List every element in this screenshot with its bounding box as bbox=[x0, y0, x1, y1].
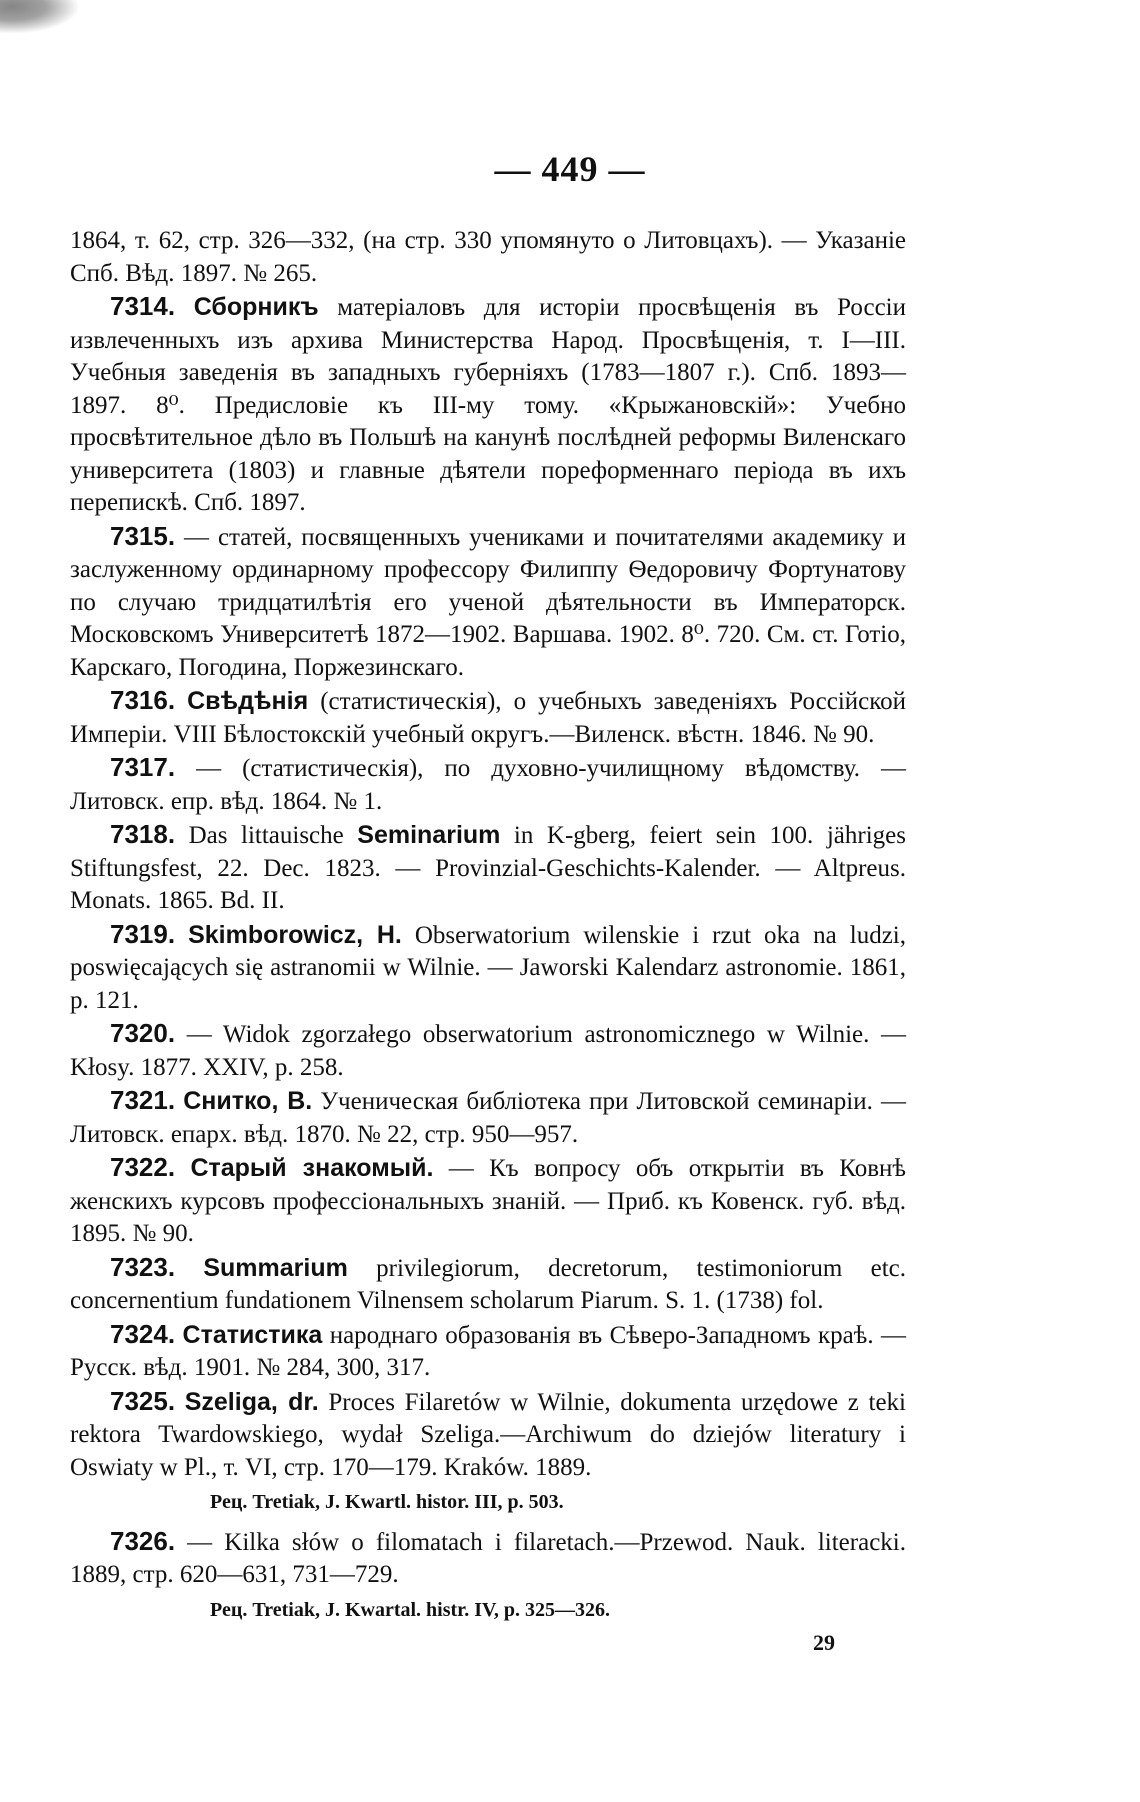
entry-title: Старый знакомый. bbox=[190, 1154, 434, 1182]
entry-7320 bbox=[70, 1017, 906, 1084]
entry-title: Summarium bbox=[203, 1253, 348, 1282]
scan-corner-mark bbox=[0, 0, 80, 34]
page-number-header: — 449 — bbox=[494, 149, 646, 189]
entry-number: 7324. bbox=[110, 1318, 176, 1349]
entry-text: — Къ вопросу объ открытіи въ Ковнѣ женскихъ курсовъ профессіональныхъ знаній. — Приб. къ Ковенск. губ. вѣд. 1895. № 90. bbox=[70, 1155, 906, 1247]
entry-title: Seminarium bbox=[357, 821, 501, 849]
entry-text: — Kilka słów o filomatach i filaretach.—Przewod. Nauk. literacki. 1889, стр. 620—631, 731—729. bbox=[70, 1528, 906, 1588]
entry-number: 7316. bbox=[110, 685, 176, 715]
entry-number: 7318. bbox=[110, 819, 176, 849]
entry-title: Szeliga, dr. bbox=[184, 1387, 319, 1416]
entry-text: Obserwatorium wilenskie i rzut oka na ludzi, poswięcających się astranomii w Wilnie. — Jaworski Kalendarz astronomie. 1861, p. 121. bbox=[70, 921, 907, 1014]
text-body bbox=[70, 225, 906, 1632]
entry-number: 7315. bbox=[110, 520, 176, 551]
entry-text: матеріаловъ для исторіи просвѣщенія въ Россіи извлеченныхъ изъ архива Министерства Народ. Просвѣщенія, т. I—III. Учебныя заведенія въ западныхъ губерніяхъ (1783—1807 г.). Спб. 1893—1897. 8⁰. Предисловіе къ III-му тому. «Крыжановскій»: Учебно просвѣтительное дѣло въ Польшѣ на канунѣ послѣдней реформы Виленскаго университета (1803) и главные дѣятели пореформеннаго періода въ ихъ перепискѣ. Спб. 1897. bbox=[70, 294, 906, 516]
entry-7315 bbox=[70, 520, 906, 685]
entry-text: — Widok zgorzałego obserwatorium astronomicznego w Wilnie. — Kłosy. 1877. XXIV, p. 258. bbox=[70, 1021, 906, 1081]
entry-number: 7322. bbox=[110, 1152, 176, 1182]
entry-text: — (статистическія), по духовно-училищному вѣдомству. — Литовск. епр. вѣд. 1864. № 1. bbox=[70, 755, 906, 815]
entry-number: 7320. bbox=[110, 1018, 176, 1048]
entry-7323 bbox=[70, 1251, 906, 1318]
entry-7314 bbox=[70, 290, 906, 520]
entry-7319 bbox=[70, 918, 906, 1018]
entry-text: — статей, посвященныхъ учениками и почитателями академику и заслуженному ординарному профессору Филиппу Ѳедоровичу Фортунатову по случаю тридцатилѣтія его ученой дѣятельности въ Императорск. Московскомъ Университетѣ 1872—1902. Варшава. 1902. 8⁰. 720. См. ст. Готіо, Карскаго, Погодина, Поржезинскаго. bbox=[70, 523, 906, 681]
entry-text: privilegiorum, decretorum, testimoniorum etc. concernentium fundationem Vilnensem scholarum Piarum. S. 1. (1738) fol. bbox=[70, 1254, 906, 1314]
entry-title: Снитко, В. bbox=[183, 1087, 313, 1115]
entry-title: Сборникъ bbox=[193, 293, 319, 321]
entry-7316 bbox=[70, 684, 906, 751]
entry-text: in K-gberg, feiert sein 100. jähriges Stiftungsfest, 22. Dec. 1823. — Provinzial-Geschichts-Kalender. — Altpreus. Monats. 1865. Bd. II. bbox=[70, 822, 906, 914]
entry-number: 7317. bbox=[110, 752, 176, 782]
entry-text: Ученическая библіотека при Литовской семинаріи. — Литовск. епарх. вѣд. 1870. № 22, стр. 950—957. bbox=[70, 1088, 906, 1148]
intro-paragraph: 1864, т. 62, стр. 326—332, (на стр. 330 упомянуто о Литовцахъ). — Указаніе Спб. Вѣд. 1897. № 265. bbox=[70, 227, 906, 287]
entry-7325 bbox=[70, 1385, 906, 1485]
review-note: Рец. Tretiak, J. Kwartl. histor. III, p. 503. bbox=[210, 1491, 564, 1513]
entry-7324 bbox=[70, 1318, 906, 1385]
entry-7321 bbox=[70, 1084, 906, 1151]
review-note: Рец. Tretiak, J. Kwartal. histr. IV, p. 325—326. bbox=[210, 1598, 610, 1621]
entry-number: 7319. bbox=[110, 918, 176, 949]
entry-number: 7326. bbox=[110, 1525, 176, 1556]
entry-7326 bbox=[70, 1525, 906, 1592]
signature-mark: 29 bbox=[813, 1630, 835, 1655]
entry-text: Proces Filaretów w Wilnie, dokumenta urzędowe z teki rektora Twardowskiego, wydał Szeliga.—Archiwum do dziejów literatury i Oswiaty w Pl., т. VI, стр. 170—179. Kraków. 1889. bbox=[70, 1388, 906, 1481]
entry-text: народнаго образованія въ Сѣверо-Западномъ краѣ. — Русск. вѣд. 1901. № 284, 300, 317. bbox=[70, 1321, 906, 1381]
entry-7322 bbox=[70, 1151, 906, 1251]
entry-7318 bbox=[70, 818, 906, 918]
entry-number: 7323. bbox=[110, 1251, 176, 1282]
entry-number: 7321. bbox=[110, 1085, 176, 1115]
entry-text-pre: Das littauische bbox=[175, 822, 358, 849]
entry-title: Свѣдѣнія bbox=[187, 687, 309, 715]
entry-7317 bbox=[70, 751, 906, 818]
entry-title: Skimborowicz, H. bbox=[188, 920, 402, 949]
entry-title: Статистика bbox=[182, 1320, 323, 1349]
entry-number: 7325. bbox=[110, 1385, 176, 1416]
entry-text: (статистическія), о учебныхъ заведеніяхъ Россійской Имперіи. VIII Бѣлостокскій учебный округъ.—Виленск. вѣстн. 1846. № 90. bbox=[70, 688, 906, 748]
entry-number: 7314. bbox=[110, 291, 176, 321]
